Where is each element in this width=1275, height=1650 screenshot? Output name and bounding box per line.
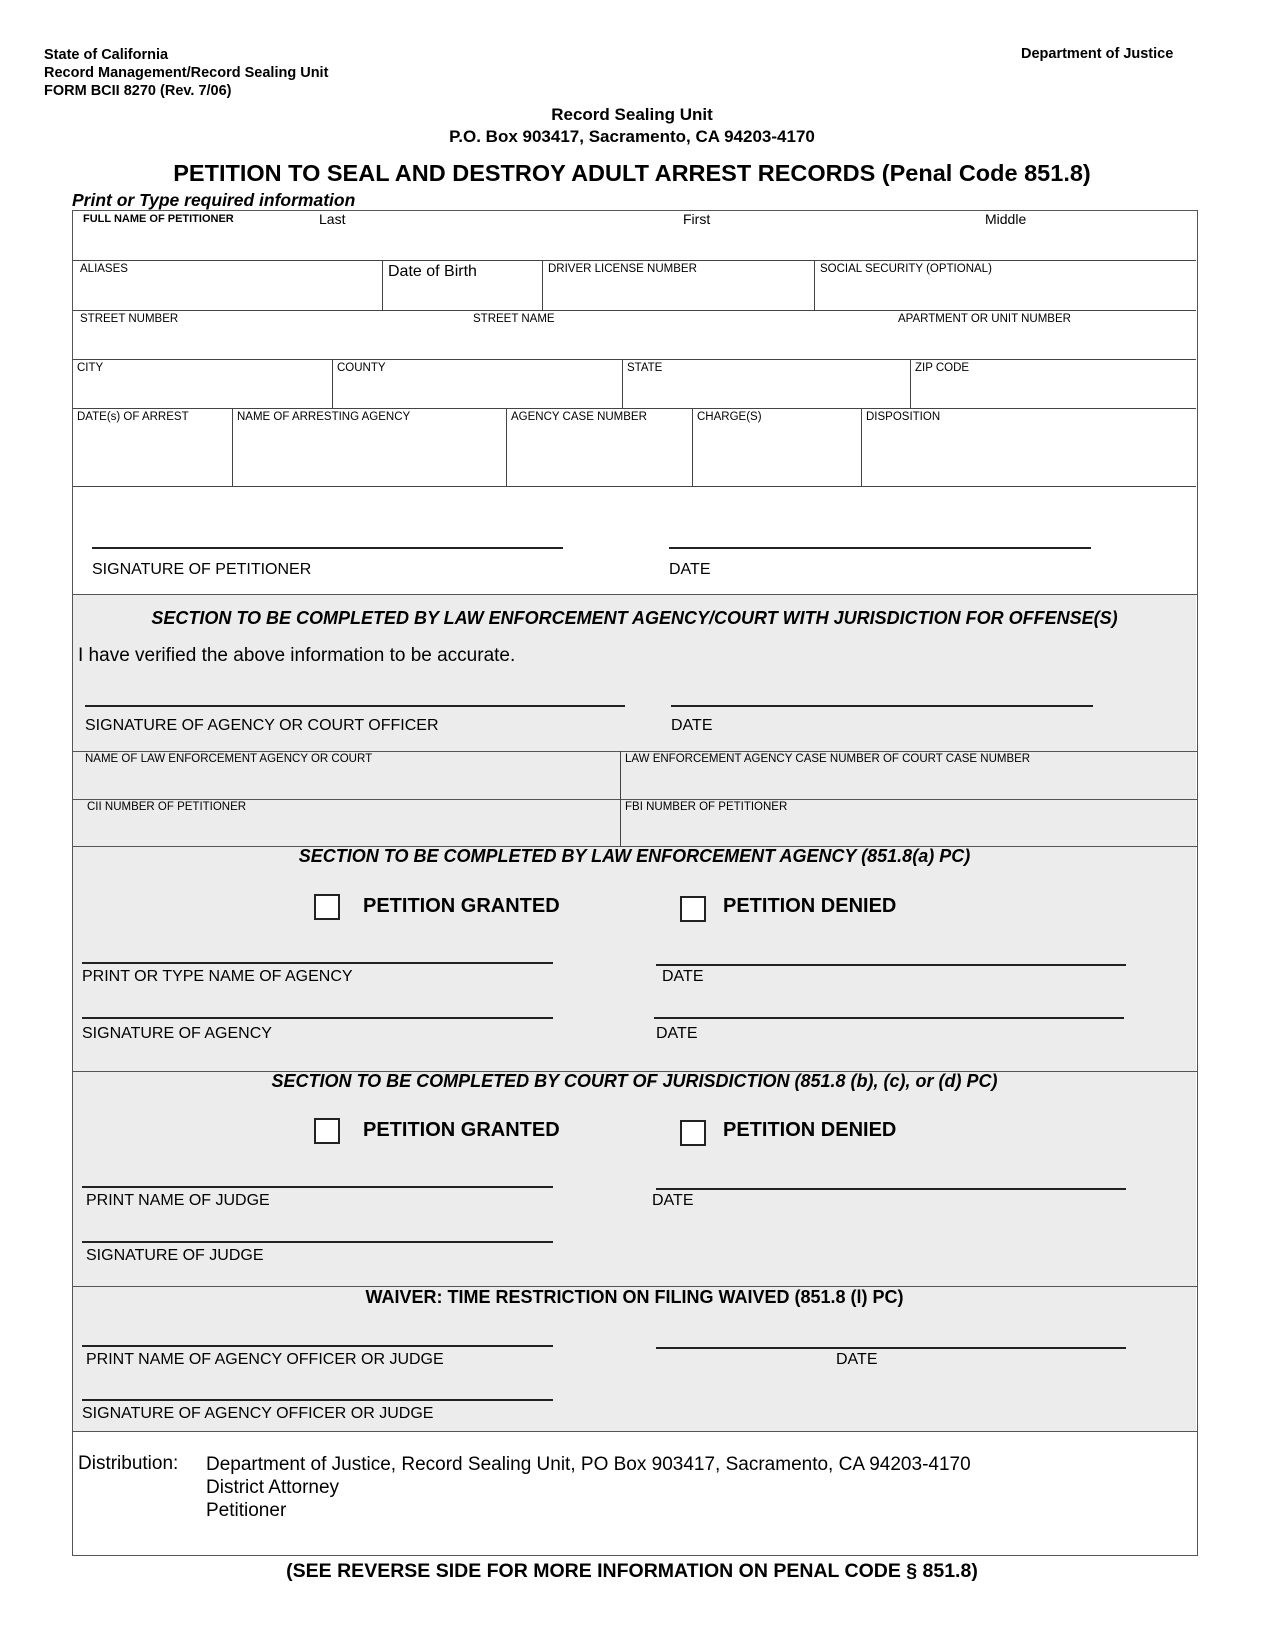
- distribution-list: [206, 1453, 971, 1522]
- aliases-field[interactable]: [73, 261, 383, 311]
- footer-note: (SEE REVERSE SIDE FOR MORE INFORMATION ON PENAL CODE § 851.8): [286, 1560, 978, 1582]
- distribution-recipient: District Attorney: [206, 1477, 340, 1498]
- petitioner-signature-line[interactable]: [92, 547, 563, 549]
- state-field[interactable]: [623, 360, 911, 409]
- aliases-label: ALIASES: [80, 263, 128, 275]
- court-date-label: DATE: [652, 1192, 694, 1209]
- waiver-name-label: PRINT NAME OF AGENCY OFFICER OR JUDGE: [86, 1351, 444, 1368]
- agency-case-number-field[interactable]: [507, 409, 693, 487]
- dob-label: Date of Birth: [388, 263, 477, 280]
- driver-license-field[interactable]: [543, 261, 815, 311]
- dob-field[interactable]: [383, 261, 543, 311]
- officer-signature-label: SIGNATURE OF AGENCY OR COURT OFFICER: [85, 717, 439, 734]
- court-denied-checkbox[interactable]: [680, 1120, 706, 1146]
- disposition-field[interactable]: [862, 409, 1196, 487]
- court-granted-checkbox[interactable]: [314, 1118, 340, 1144]
- officer-date-line[interactable]: [671, 705, 1093, 707]
- arresting-agency-label: NAME OF ARRESTING AGENCY: [237, 411, 411, 423]
- apartment-label: APARTMENT OR UNIT NUMBER: [898, 313, 1071, 325]
- charges-field[interactable]: [693, 409, 862, 487]
- le-denied-label: PETITION DENIED: [723, 895, 897, 917]
- agency-header: [44, 46, 328, 100]
- fbi-number-label: FBI NUMBER OF PETITIONER: [625, 801, 788, 813]
- petitioner-date-line[interactable]: [669, 547, 1091, 549]
- le-date2-line[interactable]: [654, 1017, 1124, 1019]
- agency-signature-label: SIGNATURE OF AGENCY: [82, 1025, 272, 1042]
- agency-name-label: PRINT OR TYPE NAME OF AGENCY: [82, 968, 353, 985]
- petition-form: [72, 210, 1198, 1556]
- judge-name-label: PRINT NAME OF JUDGE: [86, 1192, 270, 1209]
- divider: [73, 594, 1197, 595]
- arresting-agency-field[interactable]: [233, 409, 507, 487]
- state-label: STATE: [627, 362, 663, 374]
- divider: [73, 1431, 1197, 1432]
- agency-name-line[interactable]: [82, 962, 553, 964]
- full-name-label: FULL NAME OF PETITIONER: [83, 213, 234, 225]
- waiver-signature-line[interactable]: [82, 1399, 553, 1401]
- le-date1-line[interactable]: [656, 964, 1126, 966]
- waiver-signature-label: SIGNATURE OF AGENCY OFFICER OR JUDGE: [82, 1405, 434, 1422]
- first-name-label: First: [683, 211, 711, 227]
- full-name-field[interactable]: [73, 211, 1196, 261]
- form-number: FORM BCII 8270 (Rev. 7/06): [44, 83, 232, 99]
- county-field[interactable]: [333, 360, 623, 409]
- agency-signature-line[interactable]: [82, 1017, 553, 1019]
- judge-signature-line[interactable]: [82, 1241, 553, 1243]
- court-heading: SECTION TO BE COMPLETED BY COURT OF JURISDICTION (851.8 (b), (c), or (d) PC): [271, 1071, 998, 1091]
- agency-case-number-label: AGENCY CASE NUMBER: [511, 411, 647, 423]
- street-address-field[interactable]: [73, 311, 1196, 360]
- city-label: CITY: [77, 362, 104, 374]
- state-name: State of California: [44, 47, 169, 63]
- agency-court-name-field[interactable]: [73, 751, 621, 799]
- page-title: PETITION TO SEAL AND DESTROY ADULT ARREST RECORDS (Penal Code 851.8): [173, 160, 1091, 186]
- le-granted-checkbox[interactable]: [314, 894, 340, 920]
- cii-number-label: CII NUMBER OF PETITIONER: [87, 801, 247, 813]
- le-date2-label: DATE: [656, 1025, 698, 1042]
- court-date-line[interactable]: [656, 1188, 1126, 1190]
- ssn-label: SOCIAL SECURITY (OPTIONAL): [820, 263, 992, 275]
- distribution-label: Distribution:: [78, 1453, 179, 1474]
- driver-license-label: DRIVER LICENSE NUMBER: [548, 263, 697, 275]
- petitioner-signature-label: SIGNATURE OF PETITIONER: [92, 561, 312, 578]
- judge-name-line[interactable]: [82, 1186, 553, 1188]
- officer-date-label: DATE: [671, 717, 713, 734]
- distribution-recipient: Petitioner: [206, 1500, 287, 1521]
- judge-signature-label: SIGNATURE OF JUDGE: [86, 1247, 264, 1264]
- court-granted-label: PETITION GRANTED: [363, 1119, 560, 1141]
- arrest-date-field[interactable]: [73, 409, 233, 487]
- county-label: COUNTY: [337, 362, 386, 374]
- zip-field[interactable]: [911, 360, 1196, 409]
- street-name-label: STREET NAME: [473, 313, 555, 325]
- court-case-number-label: LAW ENFORCEMENT AGENCY CASE NUMBER OF COURT CASE NUMBER: [625, 753, 1031, 765]
- unit-name: Record Management/Record Sealing Unit: [44, 65, 329, 81]
- fbi-number-field[interactable]: [621, 799, 1196, 846]
- agency-court-name-label: NAME OF LAW ENFORCEMENT AGENCY OR COURT: [85, 753, 373, 765]
- verification-statement: I have verified the above information to be accurate.: [78, 645, 516, 666]
- street-number-label: STREET NUMBER: [80, 313, 179, 325]
- middle-name-label: Middle: [985, 211, 1027, 227]
- officer-signature-line[interactable]: [85, 705, 625, 707]
- ssn-field[interactable]: [815, 261, 1196, 311]
- court-case-number-field[interactable]: [621, 751, 1196, 799]
- arrest-date-label: DATE(s) OF ARREST: [77, 411, 189, 423]
- mailing-address-block: [0, 104, 1264, 148]
- waiver-heading: WAIVER: TIME RESTRICTION ON FILING WAIVED (851.8 (l) PC): [365, 1287, 904, 1307]
- city-field[interactable]: [73, 360, 333, 409]
- waiver-date-label: DATE: [836, 1351, 878, 1368]
- disposition-label: DISPOSITION: [866, 411, 941, 423]
- petitioner-date-label: DATE: [669, 561, 711, 578]
- verification-heading: SECTION TO BE COMPLETED BY LAW ENFORCEMENT AGENCY/COURT WITH JURISDICTION FOR OFFENSE(S): [151, 608, 1118, 628]
- zip-label: ZIP CODE: [915, 362, 970, 374]
- record-sealing-unit: Record Sealing Unit: [551, 105, 713, 124]
- last-name-label: Last: [319, 211, 346, 227]
- charges-label: CHARGE(S): [697, 411, 762, 423]
- cii-number-field[interactable]: [73, 799, 621, 846]
- waiver-date-line[interactable]: [656, 1347, 1126, 1349]
- distribution-recipient: Department of Justice, Record Sealing Unit, PO Box 903417, Sacramento, CA 94203-4170: [206, 1454, 971, 1475]
- po-box-address: P.O. Box 903417, Sacramento, CA 94203-4170: [449, 127, 815, 146]
- le-denied-checkbox[interactable]: [680, 896, 706, 922]
- le-granted-label: PETITION GRANTED: [363, 895, 560, 917]
- instruction-text: Print or Type required information: [72, 190, 356, 210]
- le-date1-label: DATE: [662, 968, 704, 985]
- waiver-name-line[interactable]: [82, 1345, 553, 1347]
- department-name: Department of Justice: [1021, 46, 1174, 62]
- court-denied-label: PETITION DENIED: [723, 1119, 897, 1141]
- law-enforcement-heading: SECTION TO BE COMPLETED BY LAW ENFORCEMENT AGENCY (851.8(a) PC): [298, 846, 971, 866]
